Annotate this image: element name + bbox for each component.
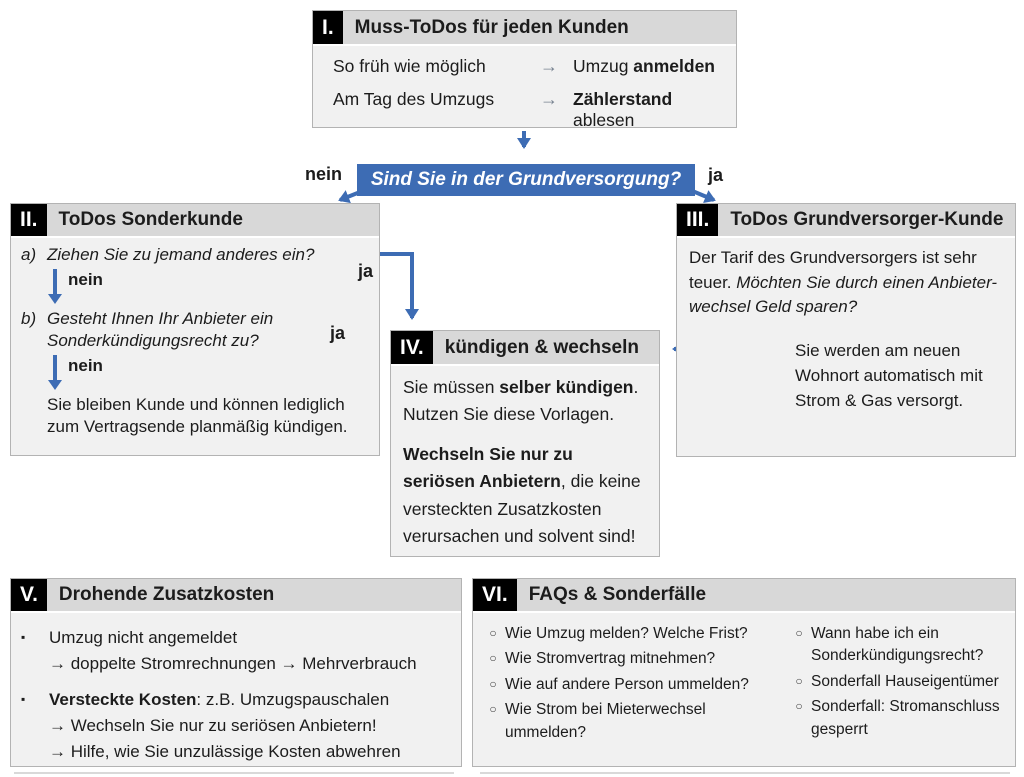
box-1-body [313,46,736,130]
question-a-marker: a) [21,245,37,264]
label-nein: nein [304,164,342,184]
faq-item [787,671,1011,693]
divider [480,772,1010,774]
label-ja: ja [708,165,724,185]
p1-tail: . Nutzen Sie diese Vorlagen. [403,377,639,425]
label-ja-b: ja [330,323,346,343]
box-3-question: Möchten Sie durch einen Anbieter-wechsel Geld sparen? [689,272,998,317]
divider [14,772,454,774]
p2-tail: , die keine versteckten Zusatzkosten verursachen und solvent sind! [403,471,641,546]
box-3-header [677,204,1015,238]
faq-text: Sonderfall Hauseigentümer [811,672,999,690]
label-nein: nein [68,270,103,290]
box-4-paragraph-1 [403,374,645,428]
label-ja-a: ja [358,261,374,281]
box-number-badge: IV. [391,331,433,364]
todo-action [573,89,736,131]
box-5-header [11,579,461,613]
box-title: FAQs & Sonderfälle [528,584,707,605]
circle-bullet-icon: ○ [795,626,803,640]
todo-row [333,56,736,89]
box-1-header [313,11,736,46]
faq-text: Sonderfall: Stromanschluss gesperrt [811,698,1000,738]
circle-bullet-icon: ○ [795,673,803,688]
faq-text: Wie auf andere Person ummelden? [505,675,749,693]
bullet-text-tail: : z.B. Umzugspauschalen [196,690,390,710]
box-title: Muss-ToDos für jeden Kunden [354,16,629,38]
bullet-item [21,689,453,711]
todo-action-bold: Zählerstand [573,89,673,109]
bullet-text [49,689,389,711]
todo-when: So früh wie möglich [333,56,486,76]
box-3-body [677,238,1015,320]
box-title: ToDos Grundversorger-Kunde [730,209,1004,230]
box-number-badge: I. [313,11,343,44]
box-3-intro: Der Tarif des Grundversorgers ist sehr teuer. [689,248,977,292]
arrow-down-icon [47,269,63,305]
box-2-header [11,204,379,238]
box-title: ToDos Sonderkunde [58,209,243,230]
bullet-sub-line: → doppelte Stromrechnungen → Mehrverbrauch [49,654,417,674]
square-bullet-icon: ▪ [21,630,26,644]
box-3-grundversorger [676,203,1016,457]
todo-action-plain: ablesen [573,110,635,130]
box-4-kuendigen-wechseln [390,330,660,557]
p2-bold: Wechseln Sie nur zu seriösen Anbietern [403,444,573,492]
faq-text: Wie Umzug melden? Welche Frist? [505,625,748,642]
circle-bullet-icon: ○ [489,626,497,640]
arrow-right-icon: → [540,56,558,76]
box-1-muss-todos [312,10,737,128]
box-4-body [391,366,659,550]
box-4-paragraph-2 [403,441,645,550]
box-2-body [11,238,379,438]
bullet-item [21,627,453,649]
box-2-sonderkunde [10,203,380,456]
box-number-badge: III. [677,204,718,236]
question-a [21,244,369,266]
nein-branch-a [47,269,369,305]
box-6-header [473,579,1015,613]
question-grundversorgung: Sind Sie in der Grundversorgung? [357,164,695,196]
faq-item [481,623,787,645]
box-6-body [473,613,1015,747]
faq-item [787,623,1011,668]
todo-action-bold: anmelden [633,56,715,76]
box-6-faqs [472,578,1016,767]
faq-item [481,648,787,670]
faq-column-1 [481,623,787,747]
question-a-text: Ziehen Sie zu jemand anderes ein? [47,245,315,264]
faq-text: Wie Stromvertrag mitnehmen? [505,650,716,668]
box-2-result: Sie bleiben Kunde und können lediglich zum Vertragsende planmäßig kündigen. [47,395,348,437]
p1-plain: Sie müssen [403,377,500,397]
box-title: Drohende Zusatzkosten [58,584,275,605]
box-3-result: Sie werden am neuen Wohnort automatisch mit Strom & Gas versorgt. [795,341,983,410]
box-number-badge: VI. [473,579,517,611]
circle-bullet-icon: ○ [795,699,803,714]
faq-column-2 [787,623,1011,747]
faq-text: Wann habe ich ein Sonderkündigungsrecht? [811,625,984,665]
box-number-badge: II. [11,204,47,236]
bullet-sub-line: → Wechseln Sie nur zu seriösen Anbietern! [49,716,377,736]
arrow-down-icon [47,355,63,391]
box-title: kündigen & wechseln [444,336,640,358]
question-b-text: Gesteht Ihnen Ihr Anbieter ein Sonderkündigungsrecht zu? [47,309,274,351]
todo-action-plain: Umzug [573,56,634,76]
box-4-header [391,331,659,366]
box-5-zusatzkosten [10,578,462,767]
bullet-text-bold: Versteckte Kosten [49,690,197,710]
circle-bullet-icon: ○ [489,676,497,691]
square-bullet-icon: ▪ [21,692,26,707]
todo-when: Am Tag des Umzugs [333,89,495,109]
bullet-text: Umzug nicht angemeldet [49,628,238,647]
question-b-marker: b) [21,309,37,329]
box-number-badge: V. [11,579,47,611]
arrow-right-icon: → [540,89,558,109]
circle-bullet-icon: ○ [489,651,497,666]
faq-item [481,674,787,696]
p1-bold: selber kündigen [499,377,634,397]
question-b [21,308,369,352]
label-nein: nein [68,356,103,376]
bullet-sub-line: → Hilfe, wie Sie unzulässige Kosten abwehren [49,742,401,762]
box-5-body [11,613,461,763]
faq-item [787,696,1011,741]
todo-row [333,89,736,130]
faq-item [481,699,787,744]
faq-text: Wie Strom bei Mieterwechsel ummelden? [505,701,706,741]
nein-branch-b [47,355,369,391]
todo-action [573,56,715,77]
circle-bullet-icon: ○ [489,702,497,717]
